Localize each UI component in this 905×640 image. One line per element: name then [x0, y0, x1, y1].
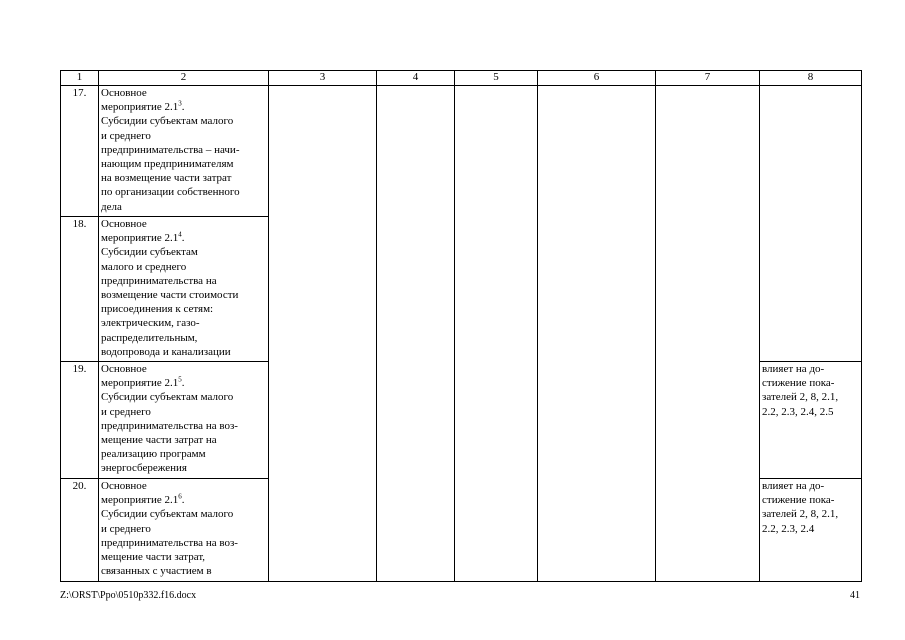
- header-cell-5: 5: [455, 71, 538, 86]
- footnote-mark: 6: [178, 492, 182, 501]
- cell-line: мещение части затрат на: [101, 434, 217, 447]
- header-cell-1: 1: [61, 71, 99, 86]
- row-number: 17.: [61, 86, 99, 217]
- footnote-mark: 4: [178, 230, 182, 239]
- measure-cell: [99, 217, 269, 362]
- cell-line: Субсидии субъектам малого: [101, 508, 234, 521]
- row-number: 18.: [61, 217, 99, 362]
- header-row: [61, 71, 862, 86]
- cell-line: Основное: [101, 87, 147, 99]
- cell-line: присоединения к сетям:: [101, 303, 214, 316]
- footnote-mark: 3: [178, 99, 182, 108]
- merged-cell-col-6: [538, 86, 656, 582]
- measure-cell: [99, 479, 269, 582]
- cell-text: .: [181, 232, 185, 245]
- effect-cell: [760, 362, 862, 479]
- measure-number-line: [101, 493, 266, 507]
- cell-text: .: [181, 377, 185, 390]
- cell-line: стижение пока-: [762, 377, 835, 390]
- merged-cell-col-5: [455, 86, 538, 582]
- measure-cell: [99, 86, 269, 217]
- cell-line: Основное: [101, 218, 147, 230]
- cell-line: 2.2, 2.3, 2.4, 2.5: [762, 405, 834, 418]
- cell-line: и среднего: [101, 405, 151, 418]
- row-number: 19.: [61, 362, 99, 479]
- cell-line: электрическим, газо-: [101, 317, 200, 330]
- cell-line: Основное: [101, 363, 147, 375]
- cell-line: предпринимательства на воз-: [101, 536, 238, 549]
- row-number: 20.: [61, 479, 99, 582]
- table-row: [61, 86, 862, 217]
- effect-cell: [760, 479, 862, 582]
- cell-line: распределительным,: [101, 331, 198, 344]
- cell-text: мероприятие 2.1: [101, 377, 179, 390]
- cell-line: предпринимательства на воз-: [101, 419, 238, 432]
- cell-line: энергосбережения: [101, 462, 187, 475]
- cell-line: по организации собственного: [101, 186, 240, 199]
- cell-line: реализацию программ: [101, 448, 206, 461]
- cell-line: 2.2, 2.3, 2.4: [762, 522, 815, 535]
- cell-line: Субсидии субъектам: [101, 246, 198, 259]
- cell-line: возмещение части стоимости: [101, 289, 239, 302]
- footer-page-number: 41: [850, 590, 860, 601]
- cell-line: Субсидии субъектам малого: [101, 115, 234, 128]
- cell-line: влияет на до-: [762, 363, 825, 375]
- measure-number-line: [101, 376, 266, 390]
- header-cell-4: 4: [377, 71, 455, 86]
- header-cell-7: 7: [656, 71, 760, 86]
- merged-cell-col-4: [377, 86, 455, 582]
- cell-text: мероприятие 2.1: [101, 494, 179, 507]
- cell-text: мероприятие 2.1: [101, 101, 179, 114]
- cell-line: Субсидии субъектам малого: [101, 391, 234, 404]
- header-cell-6: 6: [538, 71, 656, 86]
- header-cell-3: 3: [269, 71, 377, 86]
- cell-line: Основное: [101, 480, 147, 492]
- footer-file-path: Z:\ORST\Ppo\0510p332.f16.docx: [60, 590, 197, 601]
- measure-number-line: [101, 100, 266, 114]
- cell-line: влияет на до-: [762, 480, 825, 492]
- cell-line: мещение части затрат,: [101, 551, 206, 564]
- cell-line: предпринимательства на: [101, 274, 217, 287]
- cell-line: и среднего: [101, 522, 151, 535]
- cell-line: зателей 2, 8, 2.1,: [762, 391, 839, 404]
- header-cell-8: 8: [760, 71, 862, 86]
- cell-line: дела: [101, 200, 122, 213]
- merged-cell-col-3: [269, 86, 377, 582]
- cell-line: водопровода и канализации: [101, 345, 231, 358]
- document-table: [60, 70, 862, 582]
- measure-number-line: [101, 231, 266, 245]
- cell-text: .: [181, 494, 185, 507]
- cell-line: связанных с участием в: [101, 565, 212, 578]
- measure-cell: [99, 362, 269, 479]
- cell-text: .: [181, 101, 185, 114]
- merged-cell-col-7: [656, 86, 760, 582]
- cell-line: стижение пока-: [762, 494, 835, 507]
- merged-cell-col-8: [760, 86, 862, 362]
- cell-line: нающим предпринимателям: [101, 158, 234, 171]
- cell-line: на возмещение части затрат: [101, 172, 232, 185]
- cell-text: мероприятие 2.1: [101, 232, 179, 245]
- cell-line: зателей 2, 8, 2.1,: [762, 508, 839, 521]
- footnote-mark: 5: [178, 375, 182, 384]
- cell-line: предпринимательства – начи-: [101, 143, 240, 156]
- cell-line: и среднего: [101, 129, 151, 142]
- header-cell-2: 2: [99, 71, 269, 86]
- cell-line: малого и среднего: [101, 260, 187, 273]
